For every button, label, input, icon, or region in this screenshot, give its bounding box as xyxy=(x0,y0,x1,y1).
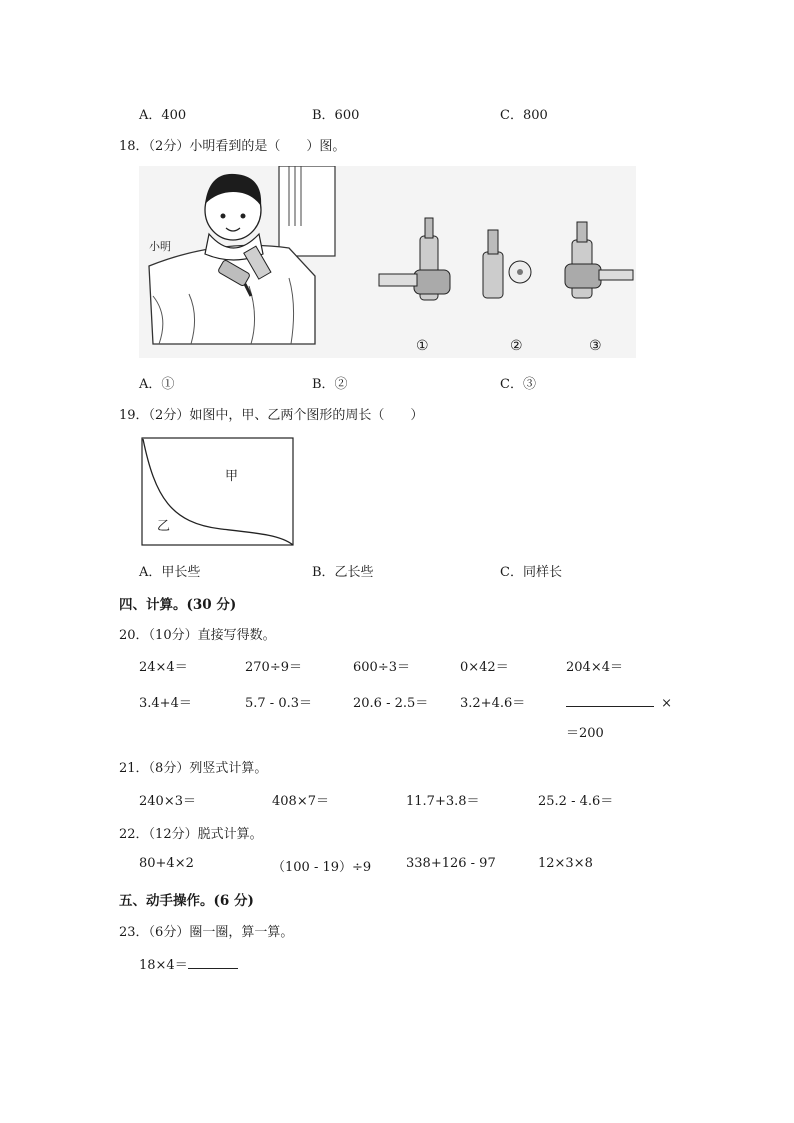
q21-item: 11.7+3.8＝ xyxy=(406,794,480,809)
q20-item: 3.4+4＝ xyxy=(139,696,192,711)
q21-item: 408×7＝ xyxy=(272,794,329,809)
q19-option-c: C．同样长 xyxy=(500,565,562,580)
q17-option-c: C．800 xyxy=(500,108,548,123)
q20-stem: 20．（10分）直接写得数。 xyxy=(119,628,276,643)
q22-item: （100 - 19）÷9 xyxy=(272,860,372,875)
answer-blank xyxy=(188,955,238,969)
q20-fill-blank xyxy=(566,692,672,711)
q18-illustration xyxy=(139,166,636,358)
bottle-view-1 xyxy=(379,218,450,300)
q20-item: 3.2+4.6＝ xyxy=(460,696,526,711)
q21-item: 240×3＝ xyxy=(139,794,196,809)
bottle-view-3 xyxy=(565,222,633,298)
boy-name-label: 小明 xyxy=(149,240,171,253)
q19-figure xyxy=(141,437,295,548)
shape-label-yi: 乙 xyxy=(157,519,171,534)
q23-stem: 23．（6分）圈一圈，算一算。 xyxy=(119,925,294,940)
view-mark-3: ③ xyxy=(589,338,602,354)
bottle-view-2 xyxy=(483,230,531,298)
q23-expression xyxy=(139,954,238,973)
shape-label-jia: 甲 xyxy=(225,469,239,484)
q22-item: 80+4×2 xyxy=(139,856,194,871)
boy-and-bottle-figure xyxy=(139,166,636,358)
q18-stem: 18．（2分）小明看到的是（ ）图。 xyxy=(119,139,346,154)
q20-item: 270÷9＝ xyxy=(245,660,302,675)
q18-option-a: A．① xyxy=(139,377,175,392)
q21-item: 25.2 - 4.6＝ xyxy=(538,794,614,809)
q20-item: 5.7 - 0.3＝ xyxy=(245,696,313,711)
q17-option-b: B．600 xyxy=(312,108,360,123)
q23-expr-text: 18×4＝ xyxy=(139,958,188,973)
q20-item: 600÷3＝ xyxy=(353,660,410,675)
q20-item: 24×4＝ xyxy=(139,660,188,675)
q20-item: 0×42＝ xyxy=(460,660,509,675)
q18-option-c: C．③ xyxy=(500,377,536,392)
q19-option-b: B．乙长些 xyxy=(312,565,374,580)
q22-stem: 22．（12分）脱式计算。 xyxy=(119,827,263,842)
view-mark-2: ② xyxy=(510,338,523,354)
q20-item-result: ＝200 xyxy=(566,726,604,741)
answer-blank xyxy=(566,692,654,707)
q19-option-a: A．甲长些 xyxy=(139,565,201,580)
q18-option-b: B．② xyxy=(312,377,348,392)
times-sign: × xyxy=(661,696,673,711)
section-5-title: 五、动手操作。(6 分) xyxy=(119,893,254,909)
q20-item: 20.6 - 2.5＝ xyxy=(353,696,429,711)
section-4-title: 四、计算。(30 分) xyxy=(119,597,237,613)
q22-item: 12×3×8 xyxy=(538,856,593,871)
q22-item: 338+126 - 97 xyxy=(406,856,496,871)
q21-stem: 21．（8分）列竖式计算。 xyxy=(119,761,268,776)
view-mark-1: ① xyxy=(416,338,429,354)
q20-item: 204×4＝ xyxy=(566,660,623,675)
q19-stem: 19．（2分）如图中，甲、乙两个图形的周长（ ） xyxy=(119,408,424,423)
q17-option-a: A．400 xyxy=(139,108,187,123)
